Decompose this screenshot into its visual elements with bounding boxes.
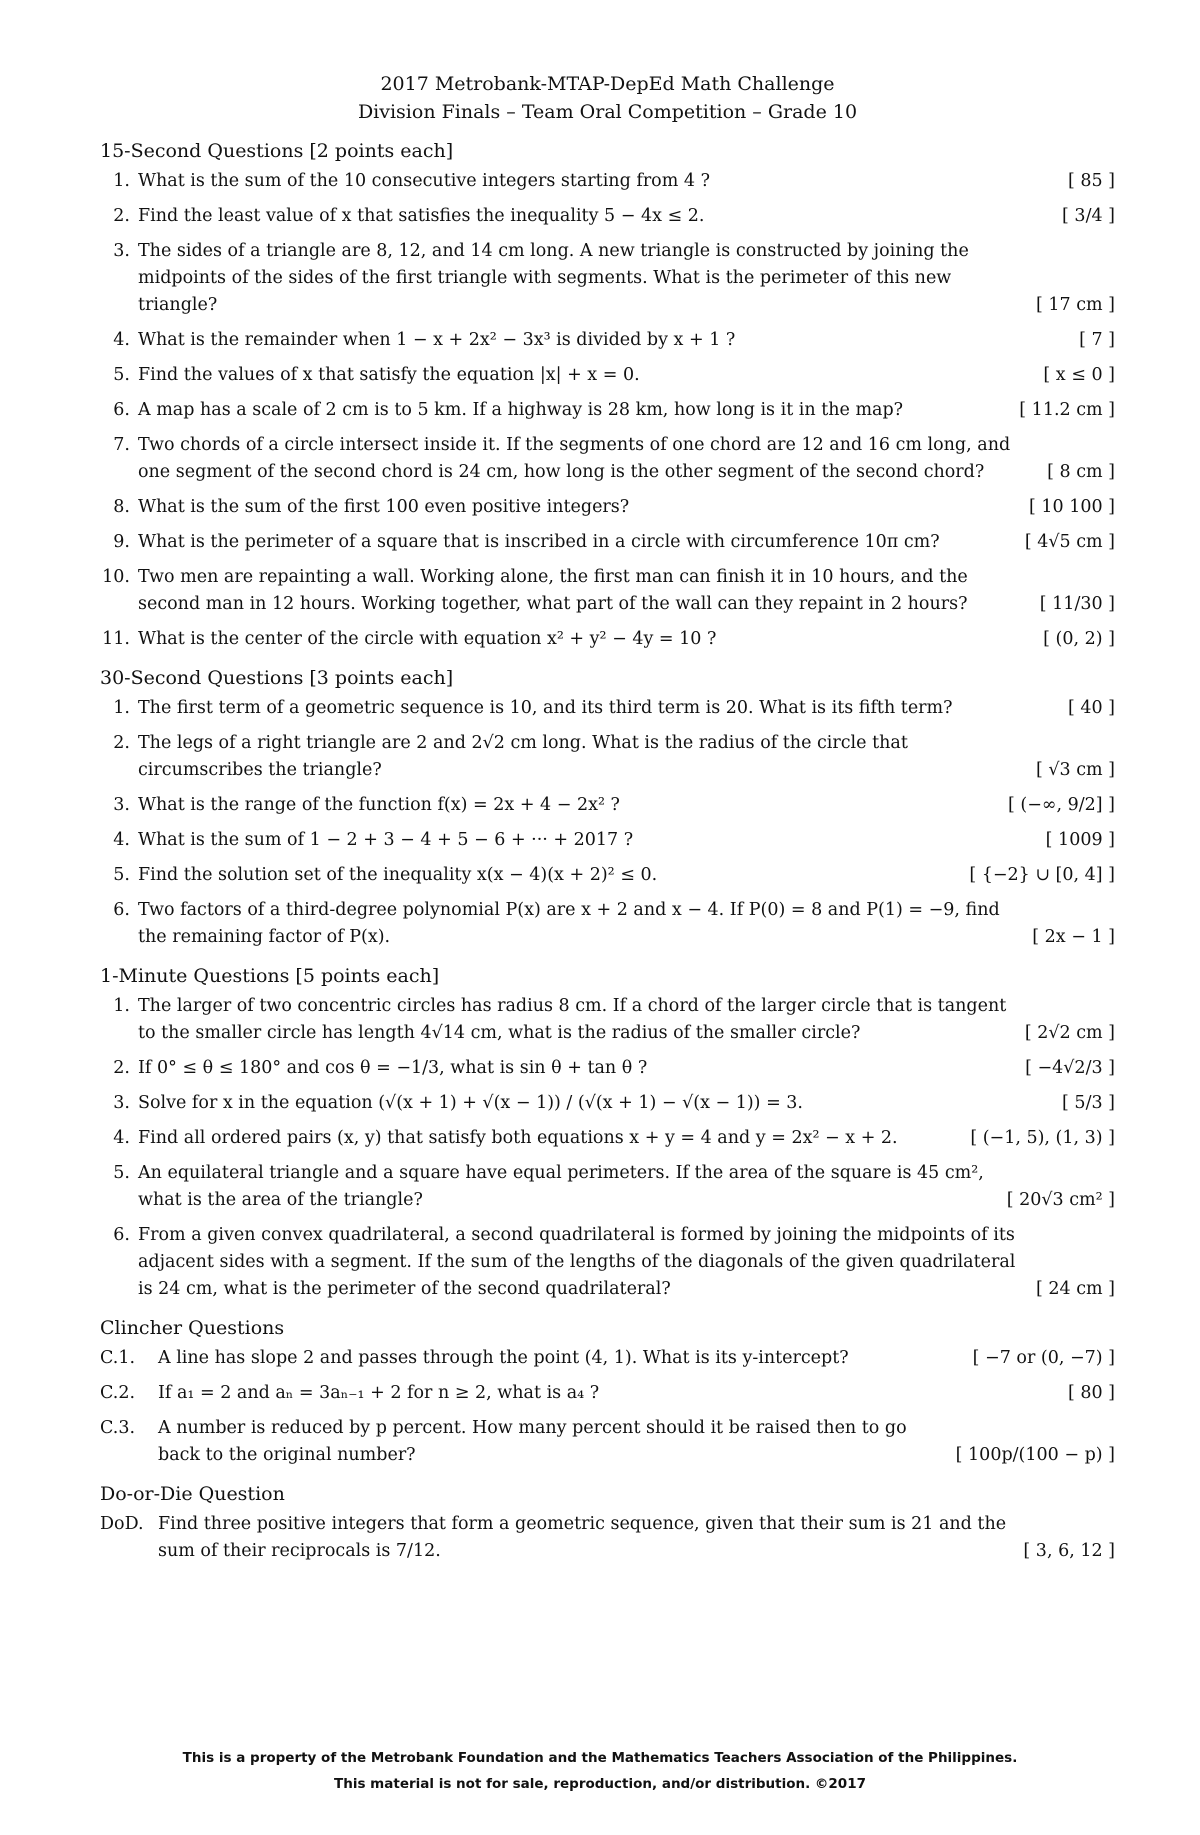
question-body [158,1511,1115,1565]
question-text: If a₁ = 2 and aₙ = 3aₙ₋₁ + 2 for n ≥ 2, what is a₄ ? [158,1383,600,1403]
question-item [100,626,1115,653]
question-number: C.2. [100,1383,136,1403]
question-item [100,397,1115,424]
question-text: The larger of two concentric circles has radius 8 cm. If a chord of the larger circle that is tangent to the smaller circle has length 4√14 cm, what is the radius of the smaller circle? [138,996,1007,1043]
question-number: C.1. [100,1348,136,1368]
question-item [100,1415,1115,1469]
answer: [ 5/3 ] [1062,1093,1115,1113]
section-title: 30-Second Questions [3 points each] [100,667,454,689]
question-number: 4. [113,330,130,350]
answer: [ 40 ] [1067,698,1115,718]
answer: [ 17 cm ] [1035,295,1115,315]
question-number: 5. [113,365,130,385]
question-body [138,1125,1115,1152]
question-number: 6. [113,400,130,420]
question-body [138,792,1115,819]
question-text: A line has slope 2 and passes through the point (4, 1). What is its y-intercept? [158,1348,849,1368]
question-text: Solve for x in the equation (√(x + 1) + √(x − 1)) / (√(x + 1) − √(x − 1)) = 3. [138,1093,803,1113]
question-number: C.3. [100,1418,136,1438]
section-title: Do-or-Die Question [100,1483,285,1505]
answer: [ (−∞, 9/2] ] [1008,795,1115,815]
question-number: 11. [102,629,130,649]
question-item [100,1125,1115,1152]
question-number: DoD. [100,1514,144,1534]
question-text: What is the center of the circle with equation x² + y² − 4y = 10 ? [138,629,717,649]
footer-line-1: This is a property of the Metrobank Foundation and the Mathematics Teachers Association of the Philippines. [182,1750,1018,1766]
answer: [ 8 cm ] [1047,462,1115,482]
question-item [100,327,1115,354]
question-number: 5. [113,1163,130,1183]
question-body [138,1090,1115,1117]
section [100,140,1115,653]
question-number: 3. [113,795,130,815]
answer: [ 11.2 cm ] [1019,400,1115,420]
question-text: What is the sum of the first 100 even positive integers? [138,497,630,517]
answer: [ −7 or (0, −7) ] [972,1348,1115,1368]
question-text: If 0° ≤ θ ≤ 180° and cos θ = −1/3, what is sin θ + tan θ ? [138,1058,648,1078]
question-item [100,993,1115,1047]
answer: [ 7 ] [1079,330,1115,350]
question-sections [100,140,1115,1565]
question-text: What is the perimeter of a square that is inscribed in a circle with circumference 10π cm? [138,532,940,552]
question-body [138,827,1115,854]
question-body [138,862,1115,889]
question-number: 7. [113,435,130,455]
question-text: The first term of a geometric sequence is 10, and its third term is 20. What is its fifth term? [138,698,953,718]
question-item [100,432,1115,486]
document-page [100,70,1115,1573]
question-body [138,529,1115,556]
question-text: What is the sum of the 10 consecutive integers starting from 4 ? [138,171,710,191]
section [100,1317,1115,1469]
answer: [ 24 cm ] [1035,1279,1115,1299]
answer: [ 100p/(100 − p) ] [955,1445,1115,1465]
question-text: What is the sum of 1 − 2 + 3 − 4 + 5 − 6 + ··· + 2017 ? [138,830,634,850]
question-text: Two factors of a third-degree polynomial P(x) are x + 2 and x − 4. If P(0) = 8 and P(1) = −9, find the remaining factor of P(x). [138,900,1000,947]
question-body [138,327,1115,354]
answer: [ 2x − 1 ] [1032,927,1115,947]
question-number: 2. [113,733,130,753]
question-number: 4. [113,1128,130,1148]
question-number: 1. [113,996,130,1016]
question-body [158,1345,1115,1372]
answer: [ 3, 6, 12 ] [1023,1541,1115,1561]
question-text: What is the range of the function f(x) = 2x + 4 − 2x² ? [138,795,620,815]
question-body [138,897,1115,951]
question-item [100,1090,1115,1117]
answer: [ 85 ] [1067,171,1115,191]
answer: [ 1009 ] [1045,830,1115,850]
question-text: A number is reduced by p percent. How many percent should it be raised then to go back to the original number? [158,1418,907,1465]
question-text: A map has a scale of 2 cm is to 5 km. If a highway is 28 km, how long is it in the map? [138,400,904,420]
question-item [100,238,1115,319]
section-title: 1-Minute Questions [5 points each] [100,965,440,987]
question-body [138,432,1115,486]
question-item [100,1160,1115,1214]
answer: [ 20√3 cm² ] [1006,1190,1115,1210]
question-text: What is the remainder when 1 − x + 2x² − 3x³ is divided by x + 1 ? [138,330,736,350]
question-item [100,862,1115,889]
question-body [138,1222,1115,1303]
question-text: Find the values of x that satisfy the equation |x| + x = 0. [138,365,640,385]
question-item [100,564,1115,618]
question-item [100,897,1115,951]
footer-line-2: This material is not for sale, reproduction, and/or distribution. ©2017 [334,1776,866,1792]
question-body [138,564,1115,618]
question-body [138,730,1115,784]
question-text: The legs of a right triangle are 2 and 2√2 cm long. What is the radius of the circle that circumscribes the triangle? [138,733,908,780]
document-title-line-1: 2017 Metrobank-MTAP-DepEd Math Challenge [380,73,835,95]
answer: [ 80 ] [1067,1383,1115,1403]
answer: [ x ≤ 0 ] [1043,365,1115,385]
question-number: 10. [102,567,130,587]
question-body [138,626,1115,653]
question-text: Two chords of a circle intersect inside it. If the segments of one chord are 12 and 16 cm long, and one segment of the second chord is 24 cm, how long is the other segment of the second chord? [138,435,1011,482]
question-item [100,792,1115,819]
question-number: 6. [113,900,130,920]
question-text: From a given convex quadrilateral, a second quadrilateral is formed by joining the midpoints of its adjacent sides with a segment. If the sum of the lengths of the diagonals of the given quadrilateral is 24 cm, what is the perimeter of the second quadrilateral? [138,1225,1016,1299]
question-body [138,362,1115,389]
question-item [100,1222,1115,1303]
answer: [ 11/30 ] [1039,594,1115,614]
question-item [100,1055,1115,1082]
question-item [100,529,1115,556]
question-number: 3. [113,1093,130,1113]
question-item [100,494,1115,521]
answer: [ (−1, 5), (1, 3) ] [970,1128,1115,1148]
question-item [100,695,1115,722]
section [100,1483,1115,1565]
question-item [100,168,1115,195]
answer: [ 4√5 cm ] [1024,532,1115,552]
document-title-line-2: Division Finals – Team Oral Competition – Grade 10 [357,101,858,123]
answer: [ 10 100 ] [1028,497,1115,517]
question-text: An equilateral triangle and a square have equal perimeters. If the area of the square is 45 cm², what is the area of the triangle? [138,1163,984,1210]
question-body [138,1160,1115,1214]
answer: [ 2√2 cm ] [1024,1023,1115,1043]
question-item [100,1380,1115,1407]
question-item [100,1511,1115,1565]
question-text: Find the least value of x that satisfies the inequality 5 − 4x ≤ 2. [138,206,705,226]
question-number: 1. [113,171,130,191]
question-item [100,730,1115,784]
question-body [138,397,1115,424]
question-text: Two men are repainting a wall. Working alone, the first man can finish it in 10 hours, and the second man in 12 hours. Working together, what part of the wall can they repaint in 2 hours? [138,567,968,614]
answer: [ −4√2/3 ] [1025,1058,1115,1078]
question-item [100,362,1115,389]
question-item [100,203,1115,230]
question-number: 1. [113,698,130,718]
question-text: Find three positive integers that form a geometric sequence, given that their sum is 21 and the sum of their reciprocals is 7/12. [158,1514,1007,1561]
question-number: 2. [113,206,130,226]
question-number: 3. [113,241,130,261]
answer: [ (0, 2) ] [1043,629,1115,649]
question-number: 9. [113,532,130,552]
answer: [ 3/4 ] [1062,206,1115,226]
question-number: 8. [113,497,130,517]
question-number: 4. [113,830,130,850]
answer: [ {−2} ∪ [0, 4] ] [969,865,1115,885]
question-body [138,1055,1115,1082]
footer [0,1745,1200,1797]
question-text: Find the solution set of the inequality x(x − 4)(x + 2)² ≤ 0. [138,865,658,885]
question-body [138,494,1115,521]
question-item [100,1345,1115,1372]
section-title: 15-Second Questions [2 points each] [100,140,454,162]
question-body [158,1380,1115,1407]
question-body [138,993,1115,1047]
answer: [ √3 cm ] [1035,760,1115,780]
question-number: 2. [113,1058,130,1078]
section [100,667,1115,951]
question-item [100,827,1115,854]
question-body [158,1415,1115,1469]
section-title: Clincher Questions [100,1317,285,1339]
question-text: Find all ordered pairs (x, y) that satisfy both equations x + y = 4 and y = 2x² − x + 2. [138,1128,898,1148]
question-body [138,695,1115,722]
question-number: 6. [113,1225,130,1245]
question-text: The sides of a triangle are 8, 12, and 14 cm long. A new triangle is constructed by joining the midpoints of the sides of the first triangle with segments. What is the perimeter of this new triangle? [138,241,969,315]
section [100,965,1115,1303]
question-number: 5. [113,865,130,885]
question-body [138,168,1115,195]
question-body [138,203,1115,230]
question-body [138,238,1115,319]
